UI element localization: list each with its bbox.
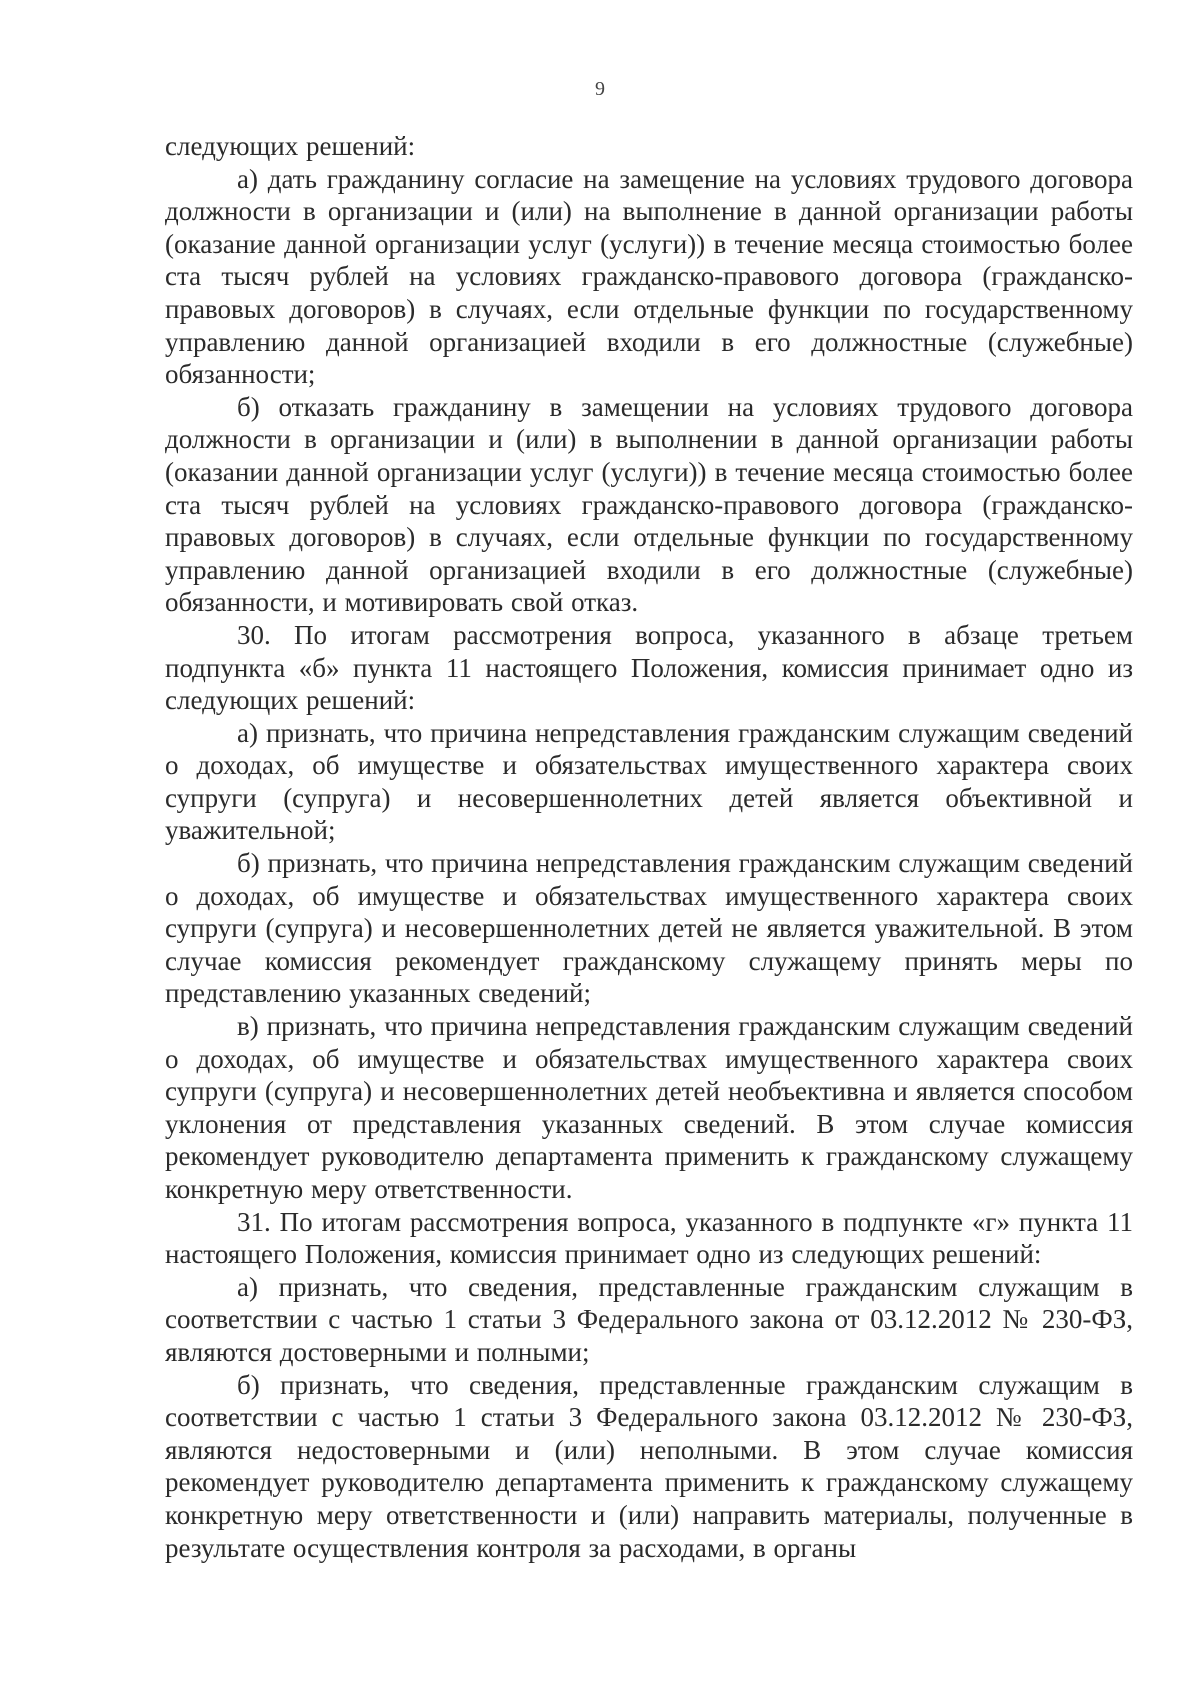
paragraph-item-b-refuse: б) отказать гражданину в замещении на условиях трудового договора должности в организации и (или) в выполнении в данной организации работы (оказании данной организации услуг (услуги)) в течение месяца стоимостью более ста тысяч рублей на условиях гражданско-правового договора (гражданско-правовых договоров) в случаях, если отдельные функции по государственному управлению данной организацией входили в его должностные (служебные) обязанности, и мотивировать свой отказ. <box>165 391 1133 618</box>
paragraph-31-item-a: а) признать, что сведения, представленные гражданским служащим в соответствии с частью 1 статьи 3 Федерального закона от 03.12.2012 № 230-ФЗ, являются достоверными и полными; <box>165 1271 1133 1367</box>
document-body <box>165 130 1133 1564</box>
paragraph-30-item-a: а) признать, что причина непредставления гражданским служащим сведений о доходах, об имуществе и обязательствах имущественного характера своих супруги (супруга) и несовершеннолетних детей является объективной и уважительной; <box>165 717 1133 846</box>
paragraph-item-a-consent: а) дать гражданину согласие на замещение на условиях трудового договора должности в организации и (или) на выполнение в данной организации работы (оказание данной организации услуг (услуги)) в течение месяца стоимостью более ста тысяч рублей на условиях гражданско-правового договора (гражданско-правовых договоров) в случаях, если отдельные функции по государственному управлению данной организацией входили в его должностные (служебные) обязанности; <box>165 163 1133 390</box>
paragraph-30-item-b: б) признать, что причина непредставления гражданским служащим сведений о доходах, об имуществе и обязательствах имущественного характера своих супруги (супруга) и несовершеннолетних детей не является уважительной. В этом случае комиссия рекомендует гражданскому служащему принять меры по представлению указанных сведений; <box>165 848 1133 1009</box>
paragraph-continuation: следующих решений: <box>165 131 416 161</box>
paragraph-30-item-v: в) признать, что причина непредставления гражданским служащим сведений о доходах, об имуществе и обязательствах имущественного характера своих супруги (супруга) и несовершеннолетних детей необъективна и является способом уклонения от представления указанных сведений. В этом случае комиссия рекомендует руководителю департамента применить к гражданскому служащему конкретную меру ответственности. <box>165 1011 1133 1204</box>
paragraph-30: 30. По итогам рассмотрения вопроса, указанного в абзаце третьем подпункта «б» пункта 11 настоящего Положения, комиссия принимает одно из следующих решений: <box>165 619 1133 716</box>
paragraph-31-item-b: б) признать, что сведения, представленные гражданским служащим в соответствии с частью 1 статьи 3 Федерального закона 03.12.2012 № 230-ФЗ, являются недостоверными и (или) неполными. В этом случае комиссия рекомендует руководителю департамента применить к гражданскому служащему конкретную меру ответственности и (или) направить материалы, полученные в результате осуществления контроля за расходами, в органы <box>165 1369 1133 1563</box>
paragraph-31: 31. По итогам рассмотрения вопроса, указанного в подпункте «г» пункта 11 настоящего Положения, комиссия принимает одно из следующих решений: <box>165 1206 1133 1270</box>
page-number: 9 <box>595 78 605 100</box>
